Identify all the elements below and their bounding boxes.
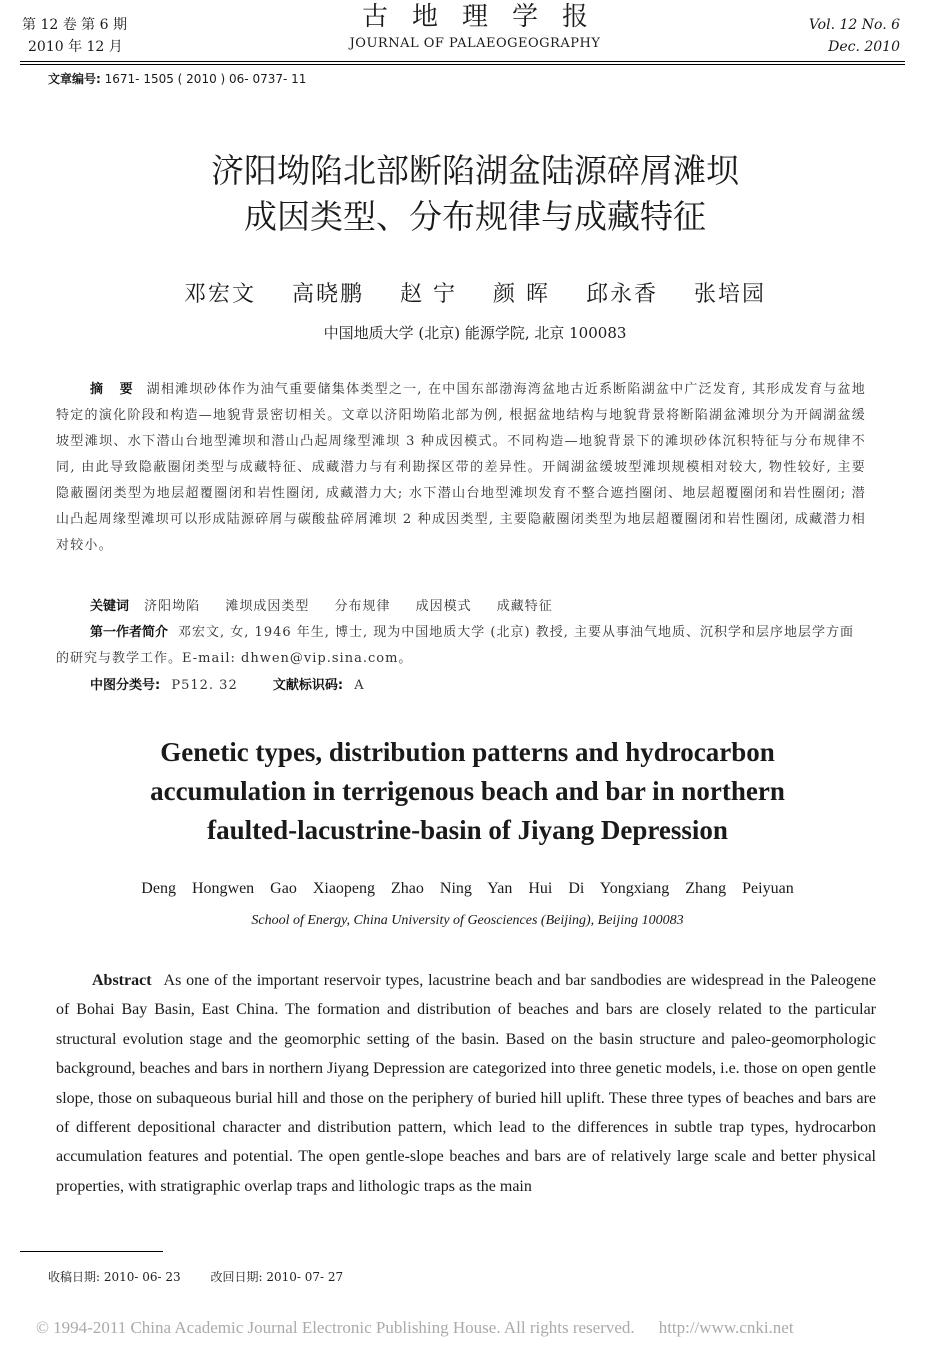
received-date: 收稿日期: 2010- 06- 23 <box>48 1270 181 1284</box>
clc-label: 中图分类号: <box>90 678 161 693</box>
copyright-text: © 1994-2011 China Academic Journal Electronic Publishing House. All rights reserved. <box>36 1318 635 1337</box>
author-cn: 赵 宁 <box>400 282 457 307</box>
header-volume-issue-en <box>809 14 900 58</box>
abstract-en-text: As one of the important reservoir types, lacustrine beach and bar sandbodies are widespread in the Paleogene of Bohai Bay Basin, East China. The formation and distribution of beaches and bars are closely related to the particular structural evolution stage and the geomorphic setting of the basin. Based on the basin structure and paleo-geomorphologic background, beaches and bars in northern Jiyang Depression are categorized into three genetic models, i.e. those on open gentle slope, those on subaqueous burial hill and those on the periphery of buried hill uplift. These three types of beaches and bars are of different depositional character and distribution pattern, which lead to the differences in subtle trap types, hydrocarbon accumulation features and potential. The open gentle-slope beaches and bars are of relatively large scale and better physical properties, with stratigraphic overlap traps and lithologic traps as the main <box>56 972 876 1195</box>
cnki-link[interactable]: http://www.cnki.net <box>658 1318 794 1337</box>
title-en-line3: faulted-lacustrine-basin of Jiyang Depression <box>207 815 728 845</box>
affiliation-en: School of Energy, China University of Geosciences (Beijing), Beijing 100083 <box>251 913 684 928</box>
title-en-line2: accumulation in terrigenous beach and bar in northern <box>150 776 785 806</box>
author-cn: 高晓鹏 <box>292 282 365 307</box>
header-rule-top <box>20 61 905 62</box>
abstract-cn-text: 湖相滩坝砂体作为油气重要储集体类型之一, 在中国东部渤海湾盆地古近系断陷湖盆中广泛发育, 其形成发育与盆地特定的演化阶段和构造—地貌背景密切相关。文章以济阳坳陷北部为例, 根据盆地结构与地貌背景将断陷湖盆滩坝分为开阔湖盆缓坡型滩坝、水下潜山台地型滩坝和潜山凸起周缘型滩坝 3 种成因模式。不同构造—地貌背景下的滩坝砂体沉积特征与分布规律不同, 由此导致隐蔽圈闭类型与成藏特征、成藏潜力与有利勘探区带的差异性。开阔湖盆缓坡型滩坝规模相对较大, 物性较好, 主要隐蔽圈闭类型为地层超覆圈闭和岩性圈闭, 成藏潜力大; 水下潜山台地型滩坝发育不整合遮挡圈闭、地层超覆圈闭和岩性圈闭; 潜山凸起周缘型滩坝可以形成陆源碎屑与碳酸盐碎屑滩坝 2 种成因类型, 主要隐蔽圈闭类型为地层超覆圈闭和岩性圈闭, 成藏潜力相对较小。 <box>56 382 866 553</box>
header-date-en: Dec. 2010 <box>828 39 900 55</box>
title-en-line1: Genetic types, distribution patterns and hydrocarbon <box>160 737 775 767</box>
journal-title-en: JOURNAL OF PALAEOGEOGRAPHY <box>349 36 601 51</box>
keyword: 成因模式 <box>415 599 472 614</box>
authors-cn <box>0 277 950 308</box>
doc-code-label: 文献标识码: <box>272 678 344 693</box>
author-cn: 颜 晖 <box>492 282 550 307</box>
journal-title-cn: 古地理学报 <box>361 2 612 32</box>
copyright-line <box>36 1318 794 1338</box>
abstract-en-label: Abstract <box>92 972 152 989</box>
header-journal <box>0 2 950 51</box>
abstract-cn <box>56 377 866 559</box>
header-date-cn: 2010 年 12 月 <box>28 39 123 55</box>
author-cn: 邓宏文 <box>184 282 257 307</box>
keyword: 成藏特征 <box>496 599 553 614</box>
title-cn-line2: 成因类型、分布规律与成藏特征 <box>244 197 706 236</box>
footnote-dates <box>48 1268 369 1285</box>
first-author-text: 邓宏文, 女, 1946 年生, 博士, 现为中国地质大学 (北京) 教授, 主要从事油气地质、沉积学和层序地层学方面的研究与教学工作。E-mail: dhwen@vip.sina.com。 <box>56 625 854 666</box>
title-en <box>0 733 935 850</box>
article-number-label: 文章编号: <box>48 72 101 86</box>
clc-value: P512. 32 <box>171 678 238 693</box>
keywords-cn <box>56 594 866 620</box>
article-number-value: 1671- 1505 ( 2010 ) 06- 0737- 11 <box>104 72 307 86</box>
header-rule-bottom <box>20 64 905 65</box>
authors-en: Deng Hongwen Gao Xiaopeng Zhao Ning Yan Hui Di Yongxiang Zhang Peiyuan <box>141 880 794 897</box>
abstract-en <box>56 966 876 1201</box>
keyword: 济阳坳陷 <box>144 599 201 614</box>
doc-code-value: A <box>354 678 365 693</box>
first-author-bio <box>56 620 866 672</box>
header-volume-cn: 第 12 卷 第 6 期 <box>22 17 127 33</box>
keyword: 滩坝成因类型 <box>225 599 310 614</box>
first-author-label: 第一作者简介 <box>90 625 169 640</box>
author-cn: 张培园 <box>693 282 766 307</box>
abstract-cn-label: 摘 要 <box>90 382 139 397</box>
revised-date: 改回日期: 2010- 07- 27 <box>210 1270 344 1284</box>
footnote-rule <box>20 1251 163 1252</box>
affiliation-cn: 中国地质大学 (北京) 能源学院, 北京 100083 <box>323 324 627 342</box>
title-cn-line1: 济阳坳陷北部断陷湖盆陆源碎屑滩坝 <box>211 151 739 190</box>
author-cn: 邱永香 <box>585 282 658 307</box>
article-number <box>48 70 306 87</box>
keywords-cn-label: 关键词 <box>90 599 130 614</box>
title-cn <box>0 148 950 240</box>
header-volume-en: Vol. 12 No. 6 <box>808 17 900 33</box>
classification <box>56 673 866 699</box>
keyword: 分布规律 <box>334 599 391 614</box>
